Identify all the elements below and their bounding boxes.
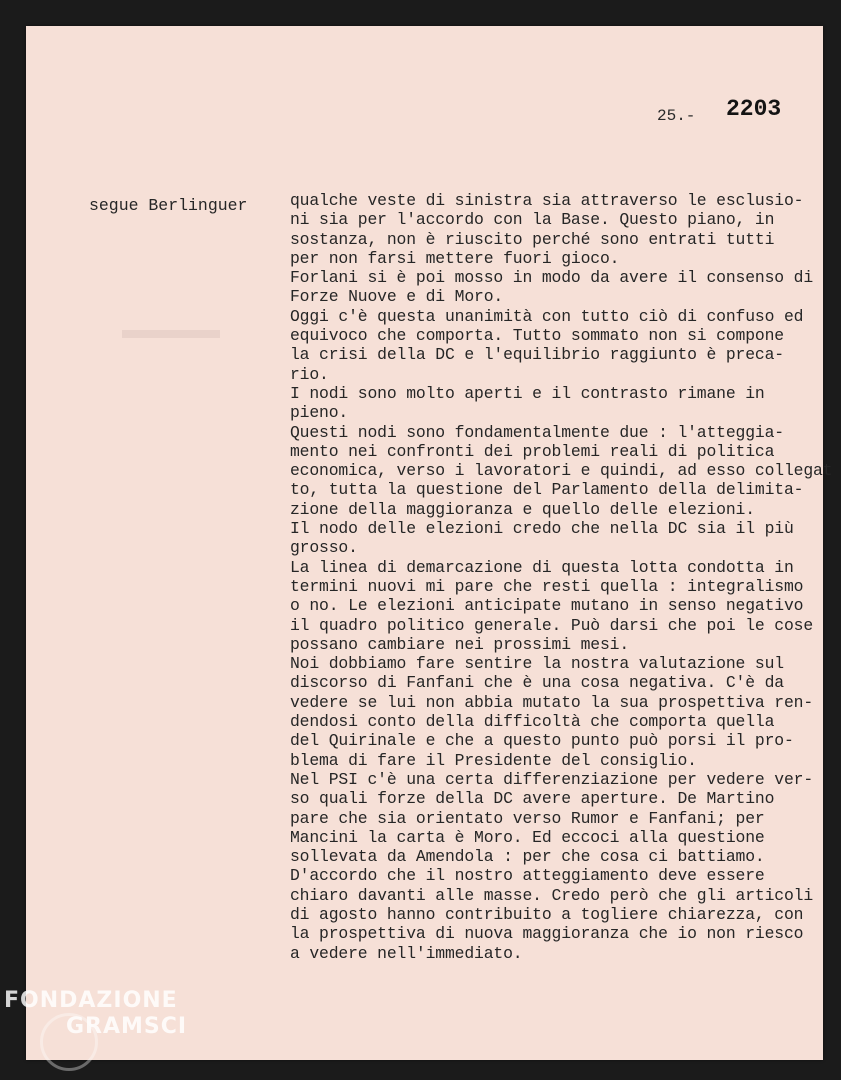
transcript-line: mento nei confronti dei problemi reali di politica (290, 441, 775, 461)
transcript-line: Mancini la carta è Moro. Ed eccoci alla questione (290, 827, 765, 847)
transcript-line: Il nodo delle elezioni credo che nella DC sia il più (290, 519, 794, 539)
transcript-line: Questi nodi sono fondamentalmente due : l'atteggia- (290, 422, 784, 442)
transcript-line: vedere se lui non abbia mutato la sua prospettiva ren- (290, 692, 814, 712)
transcript-line: blema di fare il Presidente del consiglio. (290, 750, 697, 770)
transcript-line: la crisi della DC e l'equilibrio raggiunto è preca- (290, 345, 784, 365)
transcript-line: so quali forze della DC avere aperture. De Martino (290, 789, 775, 809)
transcript-line: sostanza, non è riuscito perché sono entrati tutti (290, 229, 775, 249)
transcript-line: il quadro politico generale. Può darsi che poi le cose (290, 615, 814, 635)
watermark (4, 990, 187, 1038)
speaker-label: segue Berlinguer (89, 196, 248, 215)
transcript-line: rio. (290, 364, 329, 384)
transcript-line: equivoco che comporta. Tutto sommato non si compone (290, 326, 784, 346)
transcript-line: discorso di Fanfani che è una cosa negativa. C'è da (290, 673, 784, 693)
transcript-line: to, tutta la questione del Parlamento della delimita- (290, 480, 804, 500)
page-number: 2203 (726, 96, 782, 122)
transcript-line: o no. Le elezioni anticipate mutano in senso negativo (290, 596, 804, 616)
transcript-line: zione della maggioranza e quello delle elezioni. (290, 499, 755, 519)
transcript-line: Forze Nuove e di Moro. (290, 287, 504, 307)
transcript-line: pare che sia orientato verso Rumor e Fanfani; per (290, 808, 765, 828)
transcript-line: D'accordo che il nostro atteggiamento deve essere (290, 866, 765, 886)
transcript-line: chiaro davanti alle masse. Credo però che gli articoli (290, 885, 814, 905)
transcript-line: per non farsi mettere fuori gioco. (290, 248, 620, 268)
transcript-line: Oggi c'è questa unanimità con tutto ciò di confuso ed (290, 306, 804, 326)
transcript-line: sollevata da Amendola : per che cosa ci battiamo. (290, 847, 765, 867)
transcript-line: a vedere nell'immediato. (290, 943, 523, 963)
transcript-line: Nel PSI c'è una certa differenziazione per vedere ver- (290, 769, 814, 789)
transcript-line: pieno. (290, 403, 349, 423)
transcript-line: Forlani si è poi mosso in modo da avere il consenso di (290, 268, 814, 288)
transcript-line: la prospettiva di nuova maggioranza che io non riesco (290, 924, 804, 944)
watermark-line-1: FONDAZIONE (4, 988, 178, 1013)
page-reference: 25.- (657, 107, 696, 125)
transcript-line: possano cambiare nei prossimi mesi. (290, 634, 630, 654)
transcript-line: La linea di demarcazione di questa lotta condotta in (290, 557, 794, 577)
transcript-line: ni sia per l'accordo con la Base. Questo piano, in (290, 210, 775, 230)
transcript-line: dendosi conto della difficoltà che comporta quella (290, 712, 775, 732)
transcript-line: I nodi sono molto aperti e il contrasto rimane in (290, 383, 765, 403)
transcript-line: Noi dobbiamo fare sentire la nostra valutazione sul (290, 654, 784, 674)
bleed-through-mark (122, 330, 220, 338)
transcript-line: grosso. (290, 538, 358, 558)
transcript-body (290, 191, 833, 963)
transcript-line: di agosto hanno contribuito a togliere chiarezza, con (290, 904, 804, 924)
transcript-line: del Quirinale e che a questo punto può porsi il pro- (290, 731, 794, 751)
transcript-line: termini nuovi mi pare che resti quella : integralismo (290, 576, 804, 596)
watermark-line-2: GRAMSCI (66, 1014, 188, 1039)
transcript-line: economica, verso i lavoratori e quindi, ad esso collegat (290, 461, 833, 481)
transcript-line: qualche veste di sinistra sia attraverso le esclusio- (290, 191, 804, 210)
